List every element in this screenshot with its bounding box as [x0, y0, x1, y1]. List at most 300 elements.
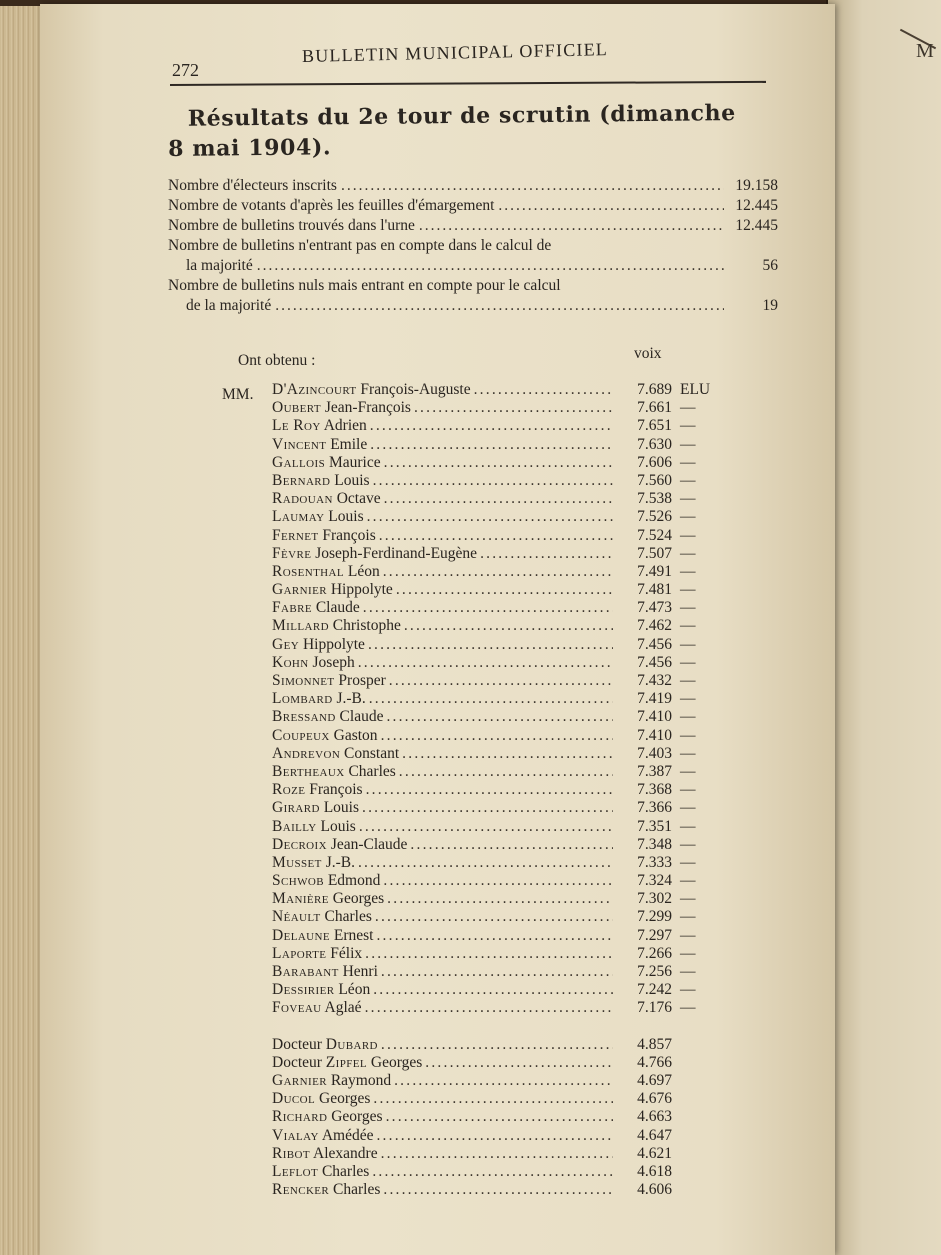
leader-dots: [425, 1054, 613, 1072]
leader-dots: [383, 872, 613, 890]
vote-count: 4.676: [637, 1090, 672, 1108]
vote-count: 7.491: [637, 562, 672, 580]
candidate-first-name: Adrien: [323, 417, 367, 435]
candidate-name: [272, 617, 401, 635]
table-row: [272, 472, 732, 490]
vote-count: 7.560: [637, 471, 672, 489]
candidate-first-name: Charles: [321, 1162, 370, 1180]
candidate-first-name: Henri: [342, 963, 378, 980]
table-row: [272, 708, 732, 726]
candidate-first-name: J.-B.: [325, 853, 355, 871]
table-row: [272, 399, 732, 417]
table-row: [272, 908, 732, 926]
table-row: [272, 745, 732, 763]
table-row: [272, 1108, 732, 1126]
leader-dots: [410, 836, 613, 854]
vote-count: 7.462: [637, 617, 672, 635]
table-row: [272, 508, 732, 526]
candidate-first-name: Louis: [334, 471, 370, 489]
leader-dots: [366, 781, 613, 799]
candidate-surname: Lombard: [272, 690, 333, 708]
leader-dots: [381, 1145, 613, 1163]
running-head: BULLETIN MUNICIPAL OFFICIEL: [301, 39, 609, 66]
candidate-surname: Vialay: [272, 1126, 319, 1144]
candidate-surname: Gey: [272, 635, 300, 653]
candidate-first-name: Louis: [328, 508, 364, 526]
elected-status: —: [680, 762, 696, 780]
candidate-first-name: François: [322, 526, 376, 544]
candidate-name: [272, 1072, 391, 1090]
elected-status: ELU: [680, 381, 711, 398]
candidate-name: [272, 417, 367, 435]
elected-status: —: [680, 562, 696, 580]
stat-row: [168, 196, 778, 216]
vote-count: 7.410: [637, 726, 672, 744]
vote-count: 7.507: [637, 544, 672, 562]
leader-dots: [369, 690, 613, 708]
elected-status: —: [680, 399, 696, 417]
leader-dots: [379, 527, 613, 545]
table-row: [272, 799, 732, 817]
candidate-surname: Laumay: [272, 508, 325, 526]
candidate-first-name: Léon: [347, 562, 380, 580]
elected-status: —: [680, 744, 696, 762]
table-row: [272, 672, 732, 690]
candidate-first-name: Jean-Claude: [330, 835, 408, 853]
elected-status: —: [680, 635, 696, 653]
candidate-surname: Simonnet: [272, 672, 335, 689]
leader-dots: [373, 1090, 613, 1108]
table-row: [272, 381, 732, 399]
candidate-surname: Foveau: [272, 999, 322, 1017]
facing-page: [826, 0, 941, 1255]
table-row: [272, 981, 732, 999]
leader-dots: [358, 854, 613, 872]
table-row: [272, 490, 732, 508]
candidate-first-name: Louis: [320, 817, 356, 835]
elected-status: —: [680, 672, 696, 689]
candidate-name: [272, 818, 356, 836]
candidate-name: [272, 999, 362, 1017]
ont-obtenu-label: Ont obtenu :: [238, 352, 316, 369]
elected-status: —: [680, 726, 696, 744]
candidate-surname: Zipfel: [325, 1053, 368, 1071]
vote-count: 7.302: [637, 890, 672, 908]
vote-count: 7.368: [637, 781, 672, 799]
elected-status: —: [680, 944, 696, 962]
table-row: [272, 999, 732, 1017]
leader-dots: [373, 472, 613, 490]
stat-row: [168, 256, 778, 276]
table-row: [272, 763, 732, 781]
elected-status: —: [680, 526, 696, 544]
vote-count: 7.348: [637, 835, 672, 853]
facing-page-fragment: M: [916, 40, 934, 62]
candidate-first-name: Christophe: [332, 617, 401, 635]
table-row: [272, 636, 732, 654]
table-row: [272, 436, 732, 454]
table-row: [272, 1036, 732, 1054]
candidate-name: [272, 1054, 422, 1072]
vote-count: 7.387: [637, 762, 672, 780]
candidate-first-name: Aglaé: [324, 999, 362, 1017]
candidate-surname: Vincent: [272, 435, 327, 453]
vote-count: 7.266: [637, 944, 672, 962]
candidate-name: [272, 490, 381, 508]
stat-label-cont: la majorité: [186, 257, 253, 274]
candidate-name: [272, 599, 360, 617]
leader-dots: [275, 296, 724, 316]
candidate-surname: Fabre: [272, 599, 312, 617]
list-gap: [272, 1018, 732, 1036]
candidate-first-name: Charles: [348, 762, 396, 780]
leader-dots: [358, 654, 613, 672]
elected-status: —: [680, 781, 696, 799]
vote-count: 4.697: [637, 1071, 672, 1089]
candidate-surname: Schwob: [272, 872, 324, 890]
candidate-first-name: François: [309, 781, 363, 799]
leader-dots: [402, 745, 613, 763]
candidate-name: [272, 1127, 373, 1145]
vote-count: 7.473: [637, 599, 672, 617]
elected-status: —: [680, 708, 696, 726]
table-row: [272, 927, 732, 945]
candidate-name: [272, 436, 367, 454]
candidate-surname: Barabant: [272, 963, 339, 980]
candidate-name: [272, 908, 372, 926]
candidate-surname: Manière: [272, 890, 329, 908]
candidate-surname: Le Roy: [272, 417, 321, 435]
stat-value: 12.445: [735, 197, 778, 214]
elected-status: —: [680, 435, 696, 453]
candidate-name: [272, 799, 359, 817]
leader-dots: [384, 454, 613, 472]
table-row: [272, 1181, 732, 1199]
candidate-prefix: Docteur: [272, 1053, 322, 1071]
candidate-name: [272, 963, 378, 981]
vote-count: 7.403: [637, 744, 672, 762]
candidate-first-name: Edmond: [327, 872, 381, 890]
stats-block: [168, 176, 778, 316]
vote-count: 7.526: [637, 508, 672, 526]
candidate-name: [272, 945, 362, 963]
table-row: [272, 1054, 732, 1072]
vote-count: 7.297: [637, 926, 672, 944]
candidate-first-name: Léon: [338, 981, 371, 999]
candidate-surname: Bertheaux: [272, 762, 345, 780]
vote-count: 4.647: [637, 1126, 672, 1144]
leader-dots: [404, 617, 613, 635]
leader-dots: [389, 672, 613, 690]
candidate-surname: Garnier: [272, 581, 327, 599]
candidate-name: [272, 836, 407, 854]
candidate-name: [272, 454, 381, 472]
candidate-surname: Ribot: [272, 1144, 311, 1162]
vote-count: 7.299: [637, 908, 672, 926]
candidate-first-name: Hippolyte: [330, 581, 393, 599]
table-row: [272, 563, 732, 581]
elected-status: —: [680, 999, 696, 1017]
candidate-surname: Bressand: [272, 708, 336, 726]
leader-dots: [381, 963, 613, 981]
leader-dots: [362, 799, 613, 817]
stat-row-first-line: [168, 276, 778, 296]
candidate-surname: Garnier: [272, 1071, 327, 1089]
candidate-surname: D'Azincourt: [272, 381, 357, 398]
elected-status: —: [680, 617, 696, 635]
candidate-name: [272, 381, 471, 399]
vote-count: 7.524: [637, 526, 672, 544]
candidate-first-name: Charles: [333, 1181, 381, 1199]
title-line-1: Résultats du 2e tour de scrutin (dimanche: [187, 100, 736, 132]
table-row: [272, 545, 732, 563]
candidate-name: [272, 654, 355, 672]
candidate-first-name: Prosper: [338, 672, 386, 689]
candidate-first-name: Raymond: [330, 1071, 392, 1089]
candidate-surname: Kohn: [272, 653, 309, 671]
table-row: [272, 527, 732, 545]
candidate-name: [272, 1145, 378, 1163]
elected-status: —: [680, 471, 696, 489]
candidate-first-name: Claude: [339, 708, 384, 726]
vote-count: 7.432: [637, 672, 672, 689]
vote-count: 7.242: [637, 981, 672, 999]
elected-status: —: [680, 508, 696, 526]
stat-label-cont: de la majorité: [186, 297, 272, 314]
candidate-name: [272, 1036, 378, 1054]
elected-status: —: [680, 908, 696, 926]
vote-count: 7.651: [637, 417, 672, 435]
vote-count: 7.324: [637, 872, 672, 890]
candidate-first-name: Joseph-Ferdinand-Eugène: [315, 544, 478, 562]
elected-status: —: [680, 453, 696, 471]
elected-status: —: [680, 981, 696, 999]
candidate-first-name: Georges: [331, 1108, 383, 1126]
table-row: [272, 727, 732, 745]
candidate-surname: Dessirier: [272, 981, 335, 999]
candidate-first-name: Georges: [370, 1053, 423, 1071]
candidate-surname: Richard: [272, 1108, 328, 1126]
candidate-name: [272, 508, 364, 526]
leader-dots: [368, 636, 613, 654]
leader-dots: [365, 945, 613, 963]
elected-status: —: [680, 963, 696, 980]
leader-dots: [375, 908, 613, 926]
candidate-surname: Dubard: [325, 1035, 378, 1053]
leader-dots: [367, 508, 613, 526]
leader-dots: [414, 399, 613, 417]
elected-status: —: [680, 817, 696, 835]
elected-status: —: [680, 653, 696, 671]
vote-count: 7.456: [637, 653, 672, 671]
vote-count: 7.410: [637, 708, 672, 726]
stat-value: 12.445: [735, 217, 778, 234]
candidate-surname: Leflot: [272, 1162, 319, 1180]
table-row: [272, 599, 732, 617]
candidate-first-name: Alexandre: [313, 1144, 378, 1162]
candidate-first-name: Maurice: [328, 453, 381, 471]
candidate-surname: Coupeux: [272, 726, 330, 744]
stat-label: Nombre de bulletins nuls mais entrant en compte pour le calcul: [168, 277, 561, 294]
candidate-surname: Fèvre: [272, 544, 312, 562]
vote-count: 7.661: [637, 399, 672, 417]
leader-dots: [384, 490, 613, 508]
candidate-surname: Rencker: [272, 1181, 330, 1199]
candidate-surname: Millard: [272, 617, 329, 635]
leader-dots: [396, 581, 613, 599]
table-row: [272, 1145, 732, 1163]
leader-dots: [376, 1127, 613, 1145]
candidate-surname: Delaune: [272, 926, 330, 944]
table-row: [272, 872, 732, 890]
table-row: [272, 1163, 732, 1181]
leader-dots: [474, 381, 613, 399]
candidate-first-name: Amédée: [321, 1126, 374, 1144]
candidate-name: [272, 1181, 380, 1199]
elected-status: —: [680, 872, 696, 890]
vote-count: 7.538: [637, 490, 672, 508]
elected-status: —: [680, 417, 696, 435]
table-row: [272, 454, 732, 472]
vote-count: 7.419: [637, 690, 672, 708]
table-row: [272, 836, 732, 854]
candidate-name: [272, 636, 365, 654]
stat-row-first-line: [168, 236, 778, 256]
table-row: [272, 818, 732, 836]
table-row: [272, 417, 732, 435]
elected-status: —: [680, 599, 696, 617]
leader-dots: [370, 417, 613, 435]
table-row: [272, 581, 732, 599]
candidate-name: [272, 527, 376, 545]
title-line-2: 8 mai 1904).: [168, 134, 332, 162]
stat-value: 19: [762, 297, 778, 314]
leader-dots: [383, 563, 613, 581]
candidate-name: [272, 727, 378, 745]
table-row: [272, 781, 732, 799]
elected-status: —: [680, 490, 696, 508]
mm-label: MM.: [222, 386, 254, 403]
candidate-name: [272, 1163, 369, 1181]
candidate-first-name: Constant: [344, 744, 400, 762]
candidate-name: [272, 872, 380, 890]
candidate-first-name: Jean-François: [324, 399, 411, 417]
stat-value: 19.158: [735, 177, 778, 194]
candidate-surname: Néault: [272, 908, 321, 926]
candidate-first-name: Octave: [336, 490, 381, 508]
candidate-first-name: Charles: [324, 908, 372, 926]
table-row: [272, 945, 732, 963]
stat-label: Nombre de bulletins trouvés dans l'urne: [168, 217, 415, 234]
table-row: [272, 890, 732, 908]
candidate-first-name: J.-B.: [336, 690, 366, 708]
table-row: [272, 1127, 732, 1145]
leader-dots: [498, 196, 724, 216]
candidate-name: [272, 854, 355, 872]
candidate-list: [272, 381, 732, 1199]
leader-dots: [383, 1181, 613, 1199]
candidate-name: [272, 763, 396, 781]
vote-count: 7.351: [637, 817, 672, 835]
vote-count: 4.857: [637, 1035, 672, 1053]
candidate-name: [272, 581, 393, 599]
elected-status: —: [680, 853, 696, 871]
elected-status: —: [680, 799, 696, 817]
candidate-first-name: Georges: [319, 1090, 371, 1108]
candidate-name: [272, 781, 363, 799]
table-row: [272, 1072, 732, 1090]
candidate-surname: Andrevon: [272, 744, 341, 762]
candidate-name: [272, 672, 386, 690]
vote-count: 7.333: [637, 853, 672, 871]
leader-dots: [394, 1072, 613, 1090]
vote-count: 4.606: [637, 1181, 672, 1199]
leader-dots: [257, 256, 724, 276]
leader-dots: [372, 1163, 613, 1181]
leader-dots: [359, 818, 613, 836]
leader-dots: [370, 436, 613, 454]
candidate-name: [272, 472, 370, 490]
leader-dots: [381, 1036, 613, 1054]
candidate-name: [272, 563, 380, 581]
stat-row: [168, 296, 778, 316]
candidate-surname: Girard: [272, 799, 320, 817]
candidate-first-name: Hippolyte: [302, 635, 365, 653]
page-number: 272: [172, 60, 199, 80]
table-row: [272, 617, 732, 635]
candidate-surname: Bernard: [272, 471, 331, 489]
stat-label: Nombre d'électeurs inscrits: [168, 177, 337, 194]
candidate-name: [272, 927, 373, 945]
candidate-name: [272, 981, 370, 999]
leader-dots: [480, 545, 613, 563]
leader-dots: [376, 927, 613, 945]
elected-status: —: [680, 835, 696, 853]
vote-count: 4.621: [637, 1144, 672, 1162]
candidate-surname: Gallois: [272, 453, 326, 471]
candidate-name: [272, 399, 411, 417]
candidate-name: [272, 690, 366, 708]
leader-dots: [341, 176, 724, 196]
candidate-prefix: Docteur: [272, 1035, 322, 1053]
table-row: [272, 654, 732, 672]
candidate-surname: Musset: [272, 853, 322, 871]
candidate-surname: Roze: [272, 781, 306, 799]
leader-dots: [365, 999, 613, 1017]
elected-status: —: [680, 690, 696, 708]
elected-status: —: [680, 926, 696, 944]
leader-dots: [381, 727, 613, 745]
candidate-name: [272, 1108, 383, 1126]
candidate-surname: Oubert: [272, 399, 321, 417]
table-row: [272, 1090, 732, 1108]
vote-count: 7.256: [637, 963, 672, 980]
candidate-surname: Rosenthal: [272, 562, 344, 580]
vote-count: 4.618: [637, 1162, 672, 1180]
candidate-surname: Decroix: [272, 835, 327, 853]
leader-dots: [399, 763, 613, 781]
candidate-name: [272, 1090, 370, 1108]
vote-count: 4.663: [637, 1108, 672, 1126]
stat-label: Nombre de votants d'après les feuilles d'émargement: [168, 197, 495, 214]
candidate-name: [272, 545, 477, 563]
elected-status: —: [680, 581, 696, 599]
candidate-surname: Radouan: [272, 490, 333, 508]
vote-count: 4.766: [637, 1053, 672, 1071]
leader-dots: [373, 981, 613, 999]
vote-count: 7.606: [637, 453, 672, 471]
candidate-first-name: Ernest: [333, 926, 374, 944]
